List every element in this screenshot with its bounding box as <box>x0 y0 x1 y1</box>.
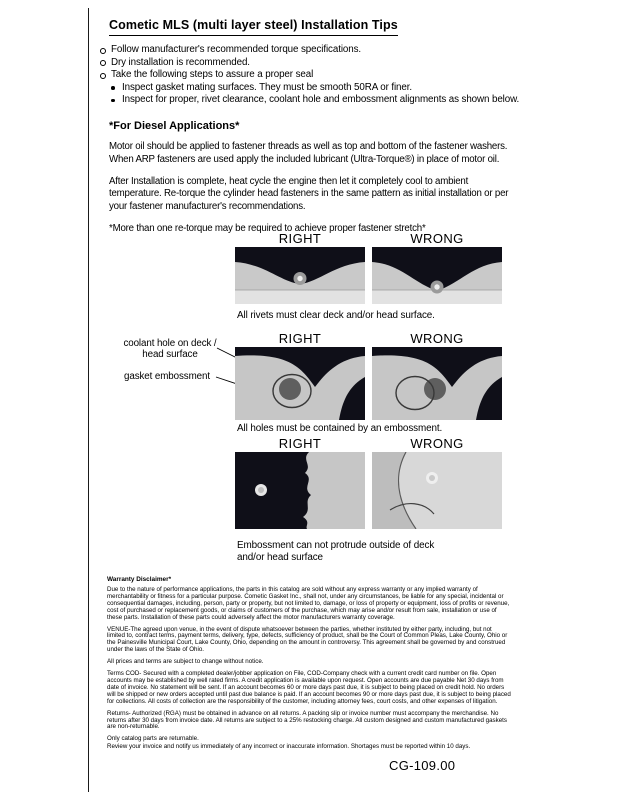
rivet-right-diagram <box>235 247 365 304</box>
coolant-wrong-graphic <box>372 347 502 420</box>
list-item: Inspect gasket mating surfaces. They must be smooth 50RA or finer. <box>110 82 521 95</box>
coolant-hole-callout: coolant hole on deck / head surface <box>123 338 217 360</box>
intro-section <box>97 16 521 236</box>
page-title: Cometic MLS (multi layer steel) Installation Tips <box>109 18 398 36</box>
disclaimer-heading: Warranty Disclaimer* <box>107 576 172 583</box>
diesel-paragraph-1: Motor oil should be applied to fastener threads as well as top and bottom of the fastener washers. When ARP fasteners are used apply the included lubricant (Ultra-Torque®) in place of motor oil. <box>109 140 508 165</box>
diesel-paragraph-2: After Installation is complete, heat cycle the engine then let it completely cool to ambient temperature. Re-torque the cylinder head fasteners in the same pattern as initial installation or per your fastener manufacturer's recommendations. <box>109 175 509 213</box>
disclaimer-paragraph: Due to the nature of performance applications, the parts in this catalog are sold without any express warranty or any implied warranty of merchantability or fitness for a particular purpose. Cometic Gasket Inc., shall not, under any circumstances, be liable for any special, incidental or consequential damages, including, person, party or property, but not limited to, damage, or loss of property or equipment, loss of profits or revenue, cost of purchased or replacement goods, or claims of customers of the purchase, which may arise and/or result from sale, installation or use of these parts. Installation of these parts could adversely affect the motor manufacturers warranty coverage. <box>107 586 510 621</box>
disclaimer-paragraph: Only catalog parts are returnable. <box>107 735 199 743</box>
disclaimer-paragraph: All prices and terms are subject to change without notice. <box>107 658 264 666</box>
embossment-wrong-diagram <box>372 452 502 529</box>
diesel-applications-heading: *For Diesel Applications* <box>109 119 240 132</box>
rivet-right-graphic <box>235 247 365 304</box>
embossment-protrusion-caption: Embossment can not protrude outside of deck and/or head surface <box>237 540 435 563</box>
gasket-embossment-callout: gasket embossment <box>124 371 210 382</box>
right-label: RIGHT <box>278 231 322 246</box>
embossment-containment-caption: All holes must be contained by an embossment. <box>237 423 443 434</box>
diagram-section <box>97 231 537 575</box>
list-item: Dry installation is recommended. <box>99 57 521 70</box>
disclaimer-paragraph: Review your invoice and notify us immediately of any incorrect or inaccurate information. Shortages must be reported within 10 days. <box>107 742 471 750</box>
right-label: RIGHT <box>278 436 322 451</box>
coolant-wrong-diagram <box>372 347 502 420</box>
coolant-right-diagram <box>235 347 365 420</box>
list-item: Take the following steps to assure a proper seal <box>99 69 521 82</box>
list-item: Inspect for proper, rivet clearance, coolant hole and embossment alignments as shown below. <box>110 94 521 107</box>
coolant-right-graphic <box>235 347 365 420</box>
wrong-label: WRONG <box>410 331 464 346</box>
left-margin-rule <box>88 8 89 792</box>
rivet-wrong-graphic <box>372 247 502 304</box>
right-label: RIGHT <box>278 331 322 346</box>
warranty-disclaimer <box>107 576 511 756</box>
embossment-right-graphic <box>235 452 365 529</box>
disclaimer-paragraph: Terms COD- Secured with a completed dealer/jobber application on File, COD-Company check with a current credit card number on file. Open accounts may be established by well rated firms. A credit application is available upon request. Open accounts are due payable Net 30 days from date of invoice. No statement will be sent. If an account becomes 60 or more days past due, it is subject to being placed on credit hold. No orders will be shipped or new orders accepted until past due balance is paid. If an account becomes 90 or more days past due, it is subject to being placed for collections. All costs of collection are the responsibility of the customer, including attorney fees, court costs, and other expenses of litigation. <box>107 670 511 705</box>
rivet-wrong-diagram <box>372 247 502 304</box>
installation-tips-list <box>99 44 521 107</box>
wrong-label: WRONG <box>410 231 464 246</box>
disclaimer-paragraph: VENUE-The agreed upon venue, in the event of dispute whatsoever between the parties, whether instituted by either party, including, but not limited to, contract terms, payment terms, delivery, type, defects, sufficiency of product, shall be the Court of Common Pleas, Lake County, Ohio or the Painesville Municipal Court, Lake County, Ohio, depending on the amount in controversy. This agreement shall be governed by and construed under the laws of the State of Ohio. <box>107 625 508 654</box>
disclaimer-paragraph: Returns- Authorized (RGA) must be obtained in advance on all returns. A packing slip or invoice number must accompany the merchandise. No returns after 30 days from invoice date. All returns are subject to a 25% restocking charge. All custom designed and custom manufactured gaskets are non-returnable. <box>107 709 507 731</box>
page-code: CG-109.00 <box>389 758 456 773</box>
embossment-wrong-graphic <box>372 452 502 529</box>
wrong-label: WRONG <box>410 436 464 451</box>
list-item: Follow manufacturer's recommended torque specifications. <box>99 44 521 57</box>
rivet-caption: All rivets must clear deck and/or head surface. <box>237 310 435 321</box>
retorque-note: *More than one re-torque may be required to achieve proper fastener stretch* <box>109 222 426 234</box>
embossment-right-diagram <box>235 452 365 529</box>
